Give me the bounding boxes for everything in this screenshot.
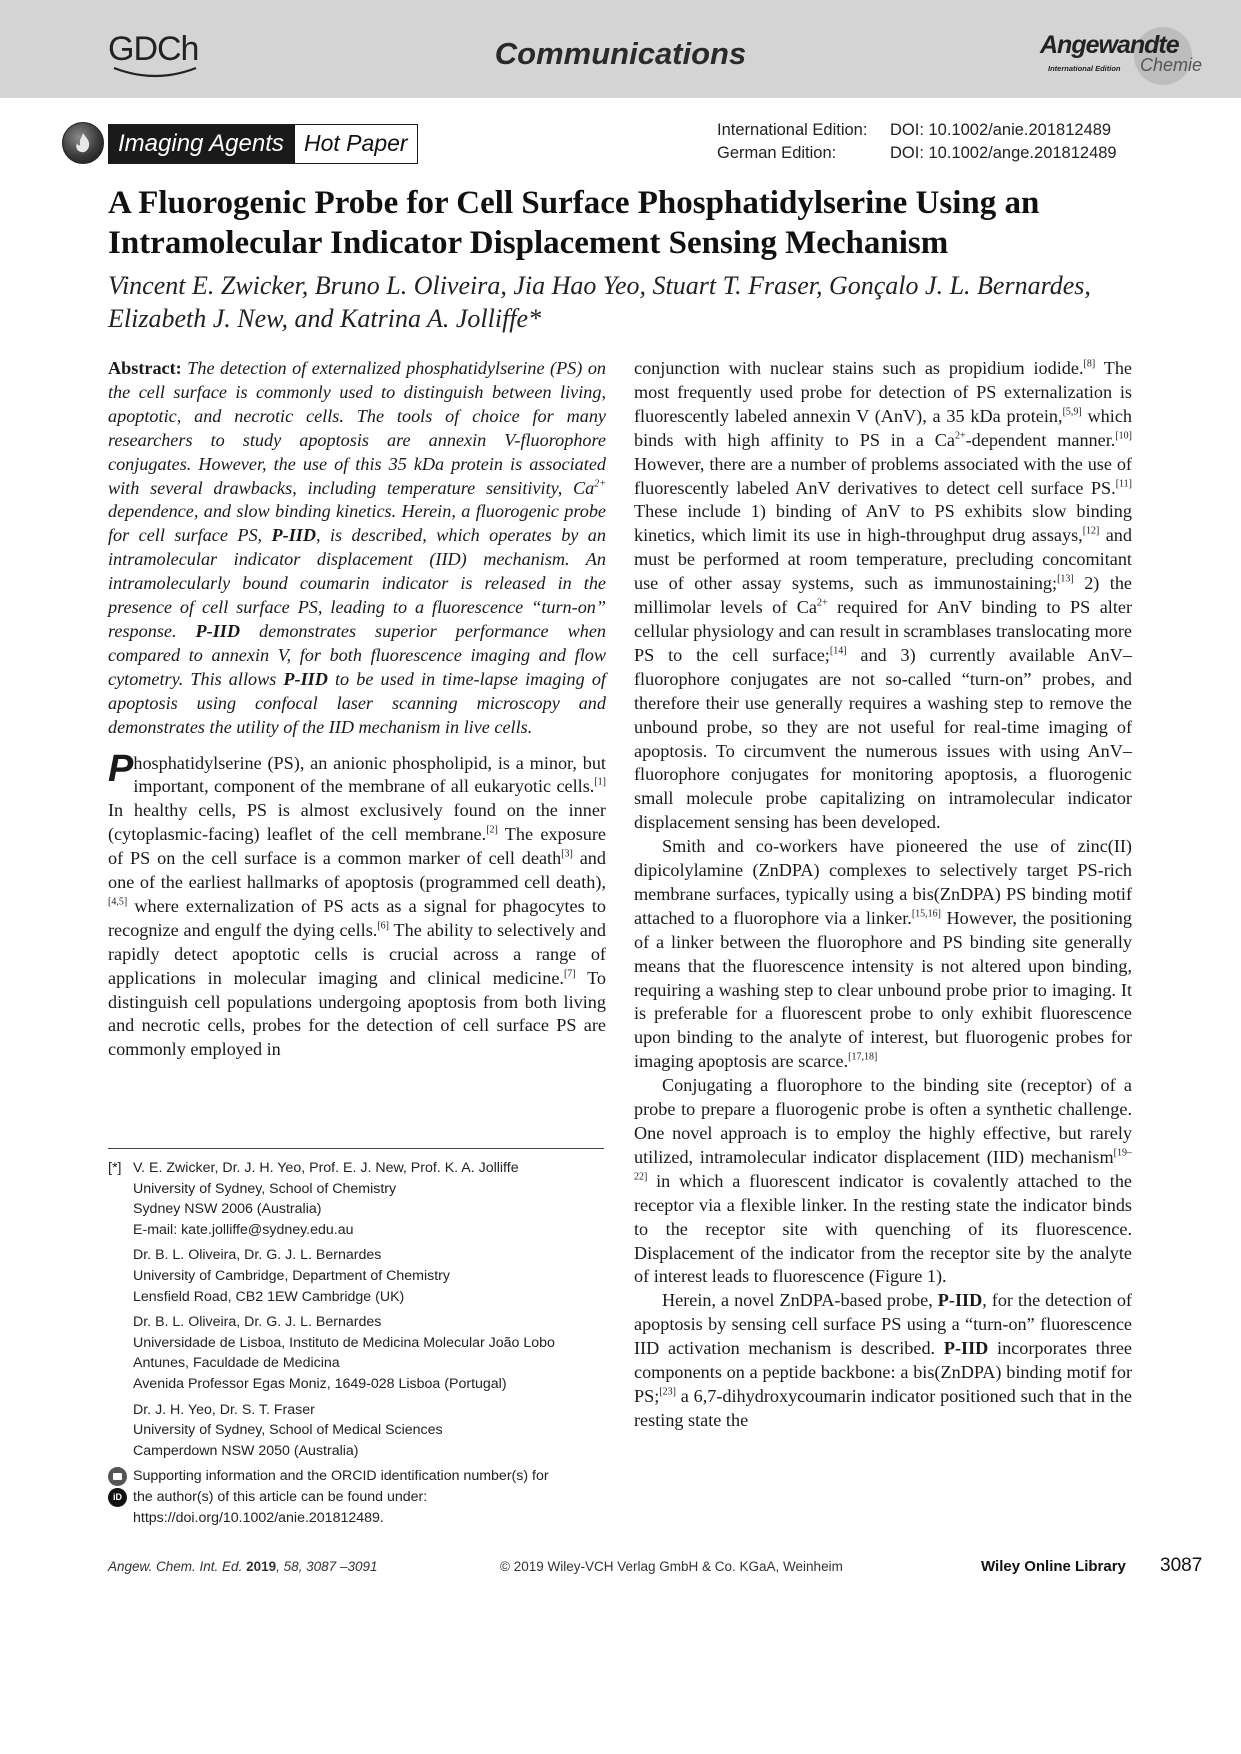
journal-name: Angewandte	[1040, 31, 1179, 59]
reference-link[interactable]: [4,5]	[108, 896, 128, 908]
probe-name: P-IID	[283, 668, 328, 689]
affiliation-block: Dr. B. L. Oliveira, Dr. G. J. L. Bernardes University of Cambridge, Department of Chemistry Lensfield Road, CB2 1EW Cambridge (UK)	[133, 1247, 450, 1305]
reference-link[interactable]: [13]	[1057, 573, 1074, 585]
doi-german: German Edition: DOI: 10.1002/ange.201812489	[717, 144, 1117, 162]
affiliation-block: Dr. J. H. Yeo, Dr. S. T. Fraser University of Sydney, School of Medical Sciences Camperdown NSW 2050 (Australia)	[133, 1401, 443, 1459]
reference-link[interactable]: [8]	[1083, 358, 1096, 370]
iid-paragraph: Conjugating a fluorophore to the binding site (receptor) of a probe to prepare a fluorogenic probe is often a synthetic challenge. One novel approach is to employ the highly effective, but rarely utilized, intramolecular indicator displacement (IID) mechanism[19–22] in which a fluorescent indicator is covalently attached to the receptor via a flexible linker. In the resting state the indicator binds to the receptor site with quenching of its fluorescence. Displacement of the indicator from the receptor site by the analyte of interest leads to fluorescence (Figure 1).	[634, 1075, 1132, 1287]
article-title: A Fluorogenic Probe for Cell Surface Phosphatidylserine Using an Intramolecular Indicator Displacement Sensing Mechanism	[108, 185, 1040, 261]
reference-link[interactable]: [5,9]	[1062, 406, 1082, 418]
hot-paper-flame-icon	[62, 122, 104, 164]
doi-international-link[interactable]: DOI: 10.1002/anie.201812489	[890, 121, 1112, 139]
affiliation-block: Dr. B. L. Oliveira, Dr. G. J. L. Bernardes Universidade de Lisboa, Instituto de Medicina Molecular João Lobo Antunes, Faculdade de Medicina Avenida Professor Egas Moniz, 1649-028 Lisboa (Portugal)	[133, 1314, 555, 1392]
probe-name: P-IID	[943, 1338, 989, 1359]
reference-link[interactable]: [3]	[561, 848, 573, 860]
abstract: Abstract: The detection of externalized phosphatidylserine (PS) on the cell surface is commonly used to distinguish between living, apoptotic, and necrotic cells. The tools of choice for many researchers to study apoptosis are annexin V-fluorophore conjugates. However, the use of this 35 kDa protein is associated with several drawbacks, including temperature sensitivity, $Ca^{2+}$ dependence, and slow binding kinetics. Herein, a fluorogenic probe for cell surface PS, P-IID, is described, which operates by an intramolecular indicator displacement (IID) mechanism. An intramolecularly bound coumarin indicator is released in the presence of cell surface PS, leading to a fluorescence “turn-on” response. P-IID demonstrates superior performance when compared to annexin V, for both fluorescence imaging and flow cytometry. This allows P-IID to be used in time-lapse imaging of apoptosis using confocal laser scanning microscopy and demonstrates the utility of the IID mechanism in live cells.	[108, 358, 607, 737]
doi-block	[717, 119, 1137, 165]
reference-link[interactable]: [15,16]	[911, 908, 941, 920]
drop-cap: P	[108, 747, 134, 790]
affiliations-footnote	[108, 1158, 608, 1528]
header-bar	[0, 0, 1241, 98]
orcid-icon: iD	[108, 1488, 127, 1507]
article-authors: Vincent E. Zwicker, Bruno L. Oliveira, Jia Hao Yeo, Stuart T. Fraser, Gonçalo J. L. Bernardes, Elizabeth J. New, and Katrina A. Jolliffe*	[108, 271, 1091, 333]
journal-sub: Chemie	[1140, 55, 1203, 75]
contact-email[interactable]: E-mail: kate.jolliffe@sydney.edu.au	[133, 1221, 354, 1238]
probe-name: P-IID	[937, 1290, 983, 1311]
right-column	[634, 357, 1132, 1433]
intro-paragraph-continued: conjunction with nuclear stains such as propidium iodide.[8] The most frequently used probe for detection of PS externalization is fluorescently labeled annexin V (AnV), a 35 kDa protein,[5,9] which binds with high affinity to PS in a $Ca^{2+}$-dependent manner.[10] However, there are a number of problems associated with the use of fluorescently labeled AnV derivatives to detect cell surface PS.[11] These include 1) binding of AnV to PS exhibits slow binding kinetics, which limit its use in high-throughput drug assays,[12] and must be performed at room temperature, precluding concomitant use of other assay systems, such as immunostaining;[13] 2) the millimolar levels of $Ca^{2+}$ required for AnV binding to PS alter cellular physiology and can result in scramblases translocating more PS to the cell surface;[14] and 3) currently available AnV–fluorophore conjugates are not so-called “turn-on” probes, and therefore their use generally requires a washing step to remove the unbound probe, so they are not useful for real-time imaging of apoptosis. To circumvent the numerous issues with using AnV–fluorophore conjugates for monitoring apoptosis, a fluorogenic small molecule probe capitalizing on intramolecular indicator displacement sensing has been developed.	[634, 358, 1133, 833]
footnote-marker: [*]	[108, 1160, 122, 1176]
abstract-label: Abstract:	[108, 358, 182, 378]
affiliation-block: V. E. Zwicker, Dr. J. H. Yeo, Prof. E. J. New, Prof. K. A. Jolliffe University of Sydney, School of Chemistry Sydney NSW 2006 (Australia) E-mail: kate.jolliffe@sydney.edu.au	[133, 1158, 608, 1240]
footer-copyright: © 2019 Wiley-VCH Verlag GmbH & Co. KGaA, Weinheim	[500, 1559, 843, 1574]
footnote-divider	[108, 1148, 604, 1149]
supporting-info-link[interactable]: https://doi.org/10.1002/anie.201812489.	[133, 1509, 384, 1526]
journal-logo	[1040, 27, 1210, 82]
reference-link[interactable]: [10]	[1115, 430, 1132, 442]
left-column	[108, 357, 606, 1062]
intro-paragraph: Phosphatidylserine (PS), an anionic phospholipid, is a minor, but important, component of the membrane of all eukaryotic cells.[1] In healthy cells, PS is almost exclusively found on the inner (cytoplasmic-facing) leaflet of the cell membrane.[2] The exposure of PS on the cell surface is a common marker of cell death[3] and one of the earliest hallmarks of apoptosis (programmed cell death),[4,5] where externalization of PS acts as a signal for phagocytes to recognize and engulf the dying cells.[6] The ability to selectively and rapidly detect apoptotic cells is crucial across a range of applications in molecular imaging and clinical medicine.[7] To distinguish cell populations undergoing apoptosis from both living and necrotic cells, probes for the detection of cell surface PS are commonly employed in	[108, 747, 606, 1060]
reference-link[interactable]: [14]	[829, 645, 847, 657]
journal-edition: International Edition	[1048, 64, 1121, 73]
reference-link[interactable]: [11]	[1115, 478, 1132, 490]
footer-citation: Angew. Chem. Int. Ed. 2019, 58, 3087 –3091	[108, 1559, 378, 1574]
reference-link[interactable]: [19–22]	[634, 1147, 1132, 1183]
page-footer	[0, 1555, 1241, 1579]
supporting-info-note: iD Supporting information and the ORCID identification number(s) for the author(s) of this article can be found under: https://doi.org/10.1002/anie.201812489.	[133, 1466, 608, 1528]
publisher-logo-text: GDCh	[108, 30, 199, 68]
supporting-info-icon	[108, 1467, 127, 1486]
reference-link[interactable]: [23]	[659, 1386, 676, 1398]
doi-german-link[interactable]: DOI: 10.1002/ange.201812489	[890, 144, 1117, 162]
wiley-online-library-link[interactable]: Wiley Online Library	[981, 1558, 1126, 1575]
section-title: Communications	[494, 36, 747, 71]
probe-name: P-IID	[271, 525, 316, 546]
reference-link[interactable]: [6]	[377, 920, 389, 932]
doi-international: International Edition: DOI: 10.1002/anie.201812489	[717, 121, 1112, 139]
tag-hot-paper: Hot Paper	[294, 124, 418, 164]
reference-link[interactable]: [7]	[563, 968, 576, 980]
zndpa-paragraph: Smith and co-workers have pioneered the use of zinc(II) dipicolylamine (ZnDPA) complexes to selectively target PS-rich membrane surfaces, typically using a bis(ZnDPA) PS binding motif attached to a fluorophore via a linker.[15,16] However, the positioning of a linker between the fluorophore and PS binding site generally means that the fluorescence intensity is not altered upon binding, requiring a washing step to clear unbound probe prior to imaging. It is preferable for a fluorescent probe to only exhibit fluorescence upon binding to the analyte of interest, but fluorogenic probes for imaging apoptosis are scarce.[17,18]	[634, 836, 1132, 1072]
page-number: 3087	[1160, 1555, 1203, 1576]
tag-imaging-agents: Imaging Agents	[108, 124, 294, 164]
reference-link[interactable]: [2]	[486, 824, 498, 836]
probe-paragraph: Herein, a novel ZnDPA-based probe, P-IID, for the detection of apoptosis by sensing cell surface PS using a “turn-on” fluorescence IID activation mechanism is described. P-IID incorporates three components on a peptide backbone: a bis(ZnDPA) binding motif for PS;[23] a 6,7-dihydroxycoumarin indicator positioned such that in the resting state the	[634, 1290, 1132, 1430]
reference-link[interactable]: [1]	[594, 776, 606, 788]
probe-name: P-IID	[195, 620, 241, 641]
reference-link[interactable]: [17,18]	[848, 1051, 878, 1063]
reference-link[interactable]: [12]	[1082, 525, 1100, 537]
